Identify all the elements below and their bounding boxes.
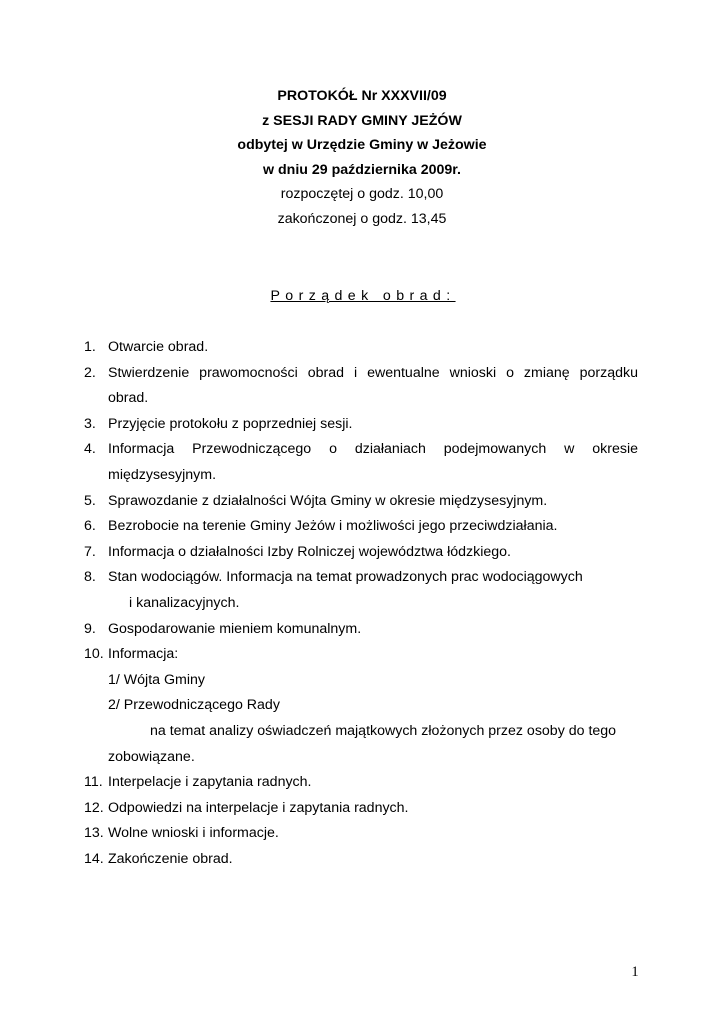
agenda-item-8 — [84, 565, 638, 591]
agenda-item-text: Informacja Przewodniczącego o działaniach podejmowanych w okresie — [108, 441, 638, 458]
agenda-item-text: Interpelacje i zapytania radnych. — [108, 774, 312, 791]
agenda-item-13 — [84, 821, 638, 847]
agenda-item-text: Wolne wnioski i informacje. — [108, 825, 279, 842]
session-date: w dniu 29 października 2009r. — [263, 161, 461, 178]
session-location: odbytej w Urzędzie Gminy w Jeżowie — [237, 137, 487, 153]
agenda-item-7 — [84, 540, 638, 566]
agenda-item-14 — [84, 847, 638, 873]
agenda-item-continuation: i kanalizacyjnych. — [129, 594, 240, 611]
agenda-item-continuation: obrad. — [108, 390, 149, 407]
agenda-item-10 — [84, 642, 638, 668]
agenda-item-text: Informacja: — [108, 646, 179, 663]
agenda-item-text: Informacja o działalności Izby Rolniczej województwa łódzkiego. — [108, 543, 511, 560]
agenda-item-3 — [84, 412, 638, 438]
page-number: 1 — [631, 964, 639, 980]
agenda-item-text: Gospodarowanie mieniem komunalnym. — [108, 620, 362, 637]
agenda-item-number: 11. — [84, 774, 103, 791]
agenda-item-1 — [84, 335, 638, 361]
agenda-heading — [0, 286, 724, 306]
agenda-item-number: 10. — [84, 646, 104, 663]
agenda-item-number: 9. — [84, 620, 96, 637]
agenda-item-number: 6. — [84, 518, 96, 535]
agenda-subitem-topic-continuation: zobowiązane. — [108, 748, 195, 765]
agenda-item-text: Sprawozdanie z działalności Wójta Gminy w okresie międzysesyjnym. — [108, 492, 548, 509]
agenda-item-number: 12. — [84, 799, 104, 816]
agenda-item-number: 8. — [84, 569, 96, 586]
agenda-subitem-topic: na temat analizy oświadczeń majątkowych złożonych przez osoby do tego — [150, 722, 617, 739]
agenda-item-4 — [84, 437, 638, 463]
protocol-title: PROTOKÓŁ Nr XXXVII/09 — [277, 88, 447, 104]
agenda-subitem-chairman: 2/ Przewodniczącego Rady — [108, 697, 280, 714]
agenda-item-number: 7. — [84, 543, 96, 560]
agenda-item-number: 4. — [84, 441, 96, 458]
agenda-item-9 — [84, 617, 638, 643]
agenda-item-number: 14. — [84, 850, 104, 867]
agenda-heading-text: Porządek obrad: — [270, 288, 456, 304]
agenda-item-number: 13. — [84, 825, 104, 842]
agenda-item-12 — [84, 796, 638, 822]
agenda-item-number: 3. — [84, 415, 96, 432]
agenda-item-2 — [84, 361, 638, 387]
agenda-item-number: 1. — [84, 339, 96, 355]
session-subtitle: z SESJI RADY GMINY JEŻÓW — [262, 112, 462, 129]
agenda-item-text: Zakończenie obrad. — [108, 850, 233, 867]
agenda-item-number: 5. — [84, 492, 96, 509]
session-end-time: zakończonej o godz. 13,45 — [277, 210, 447, 227]
agenda-item-text: Otwarcie obrad. — [108, 339, 209, 355]
agenda-item-6 — [84, 514, 638, 540]
session-start-time: rozpoczętej o godz. 10,00 — [280, 186, 444, 202]
protocol-header — [0, 84, 724, 231]
agenda-item-text: Stan wodociągów. Informacja na temat prowadzonych prac wodociągowych — [108, 569, 583, 586]
agenda-item-continuation: międzysesyjnym. — [108, 466, 217, 483]
agenda-item-text: Stwierdzenie prawomocności obrad i ewentualne wnioski o zmianę porządku — [108, 364, 638, 381]
agenda-item-11 — [84, 770, 638, 796]
agenda-item-text: Bezrobocie na terenie Gminy Jeżów i możliwości jego przeciwdziałania. — [108, 518, 558, 535]
agenda-list — [84, 335, 638, 872]
agenda-item-text: Przyjęcie protokołu z poprzedniej sesji. — [108, 415, 353, 432]
agenda-item-text: Odpowiedzi na interpelacje i zapytania radnych. — [108, 799, 409, 816]
agenda-item-number: 2. — [84, 364, 96, 381]
agenda-subitem-mayor: 1/ Wójta Gminy — [108, 671, 205, 688]
agenda-item-5 — [84, 489, 638, 515]
